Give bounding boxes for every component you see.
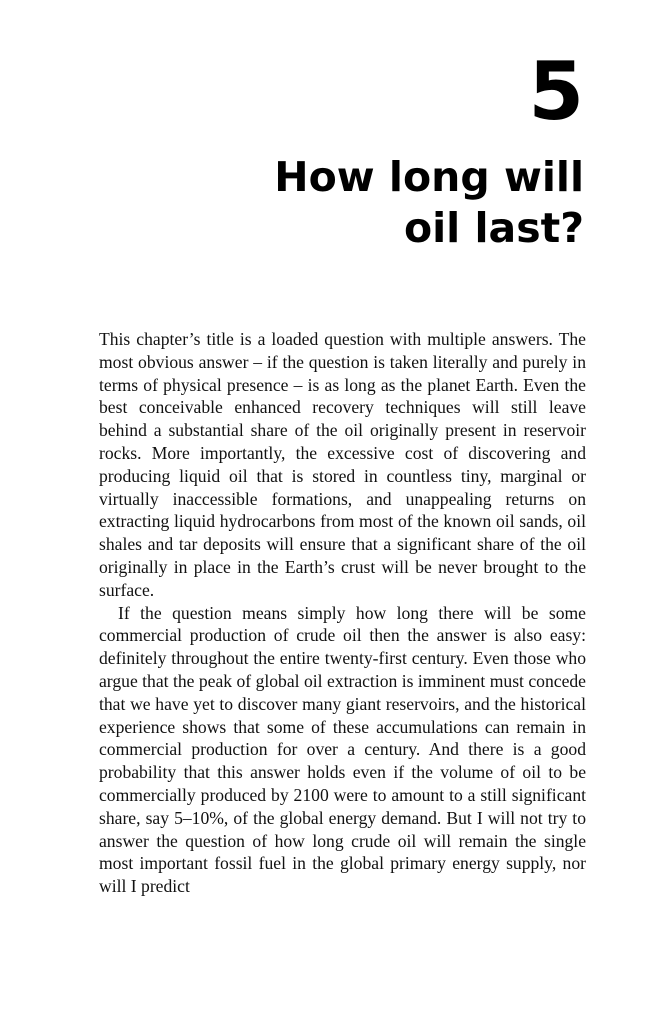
- chapter-body: [99, 328, 586, 898]
- chapter-title: [84, 152, 584, 254]
- paragraph: If the question means simply how long there will be some commercial production of crude oil then the answer is also easy: definitely throughout the entire twenty-first century. Even those who argue that the peak of global oil extraction is imminent must concede that we have yet to discover many giant reservoirs, and the historical experience shows that some of these accumulations can remain in commercial production for over a century. And there is a good probability that this answer holds even if the volume of oil to be commercially produced by 2100 were to amount to a still significant share, say 5–10%, of the global energy demand. But I will not try to answer the question of how long crude oil will remain the single most important fossil fuel in the global primary energy supply, nor will I predict: [99, 602, 586, 897]
- chapter-title-line-1: How long will: [274, 153, 584, 201]
- chapter-number: 5: [528, 45, 584, 138]
- chapter-title-line-2: oil last?: [403, 204, 584, 252]
- paragraph: This chapter’s title is a loaded question with multiple answers. The most obvious answer – if the question is taken literally and purely in terms of physical presence – is as long as the planet Earth. Even the best conceivable enhanced recovery techniques will still leave behind a substantial share of the oil originally present in reservoir rocks. More importantly, the excessive cost of discovering and producing liquid oil that is stored in countless tiny, marginal or virtually inaccessible formations, and unappealing returns on extracting liquid hydrocarbons from most of the known oil sands, oil shales and tar deposits will ensure that a significant share of the oil originally in place in the Earth’s crust will be never brought to the surface.: [99, 329, 586, 600]
